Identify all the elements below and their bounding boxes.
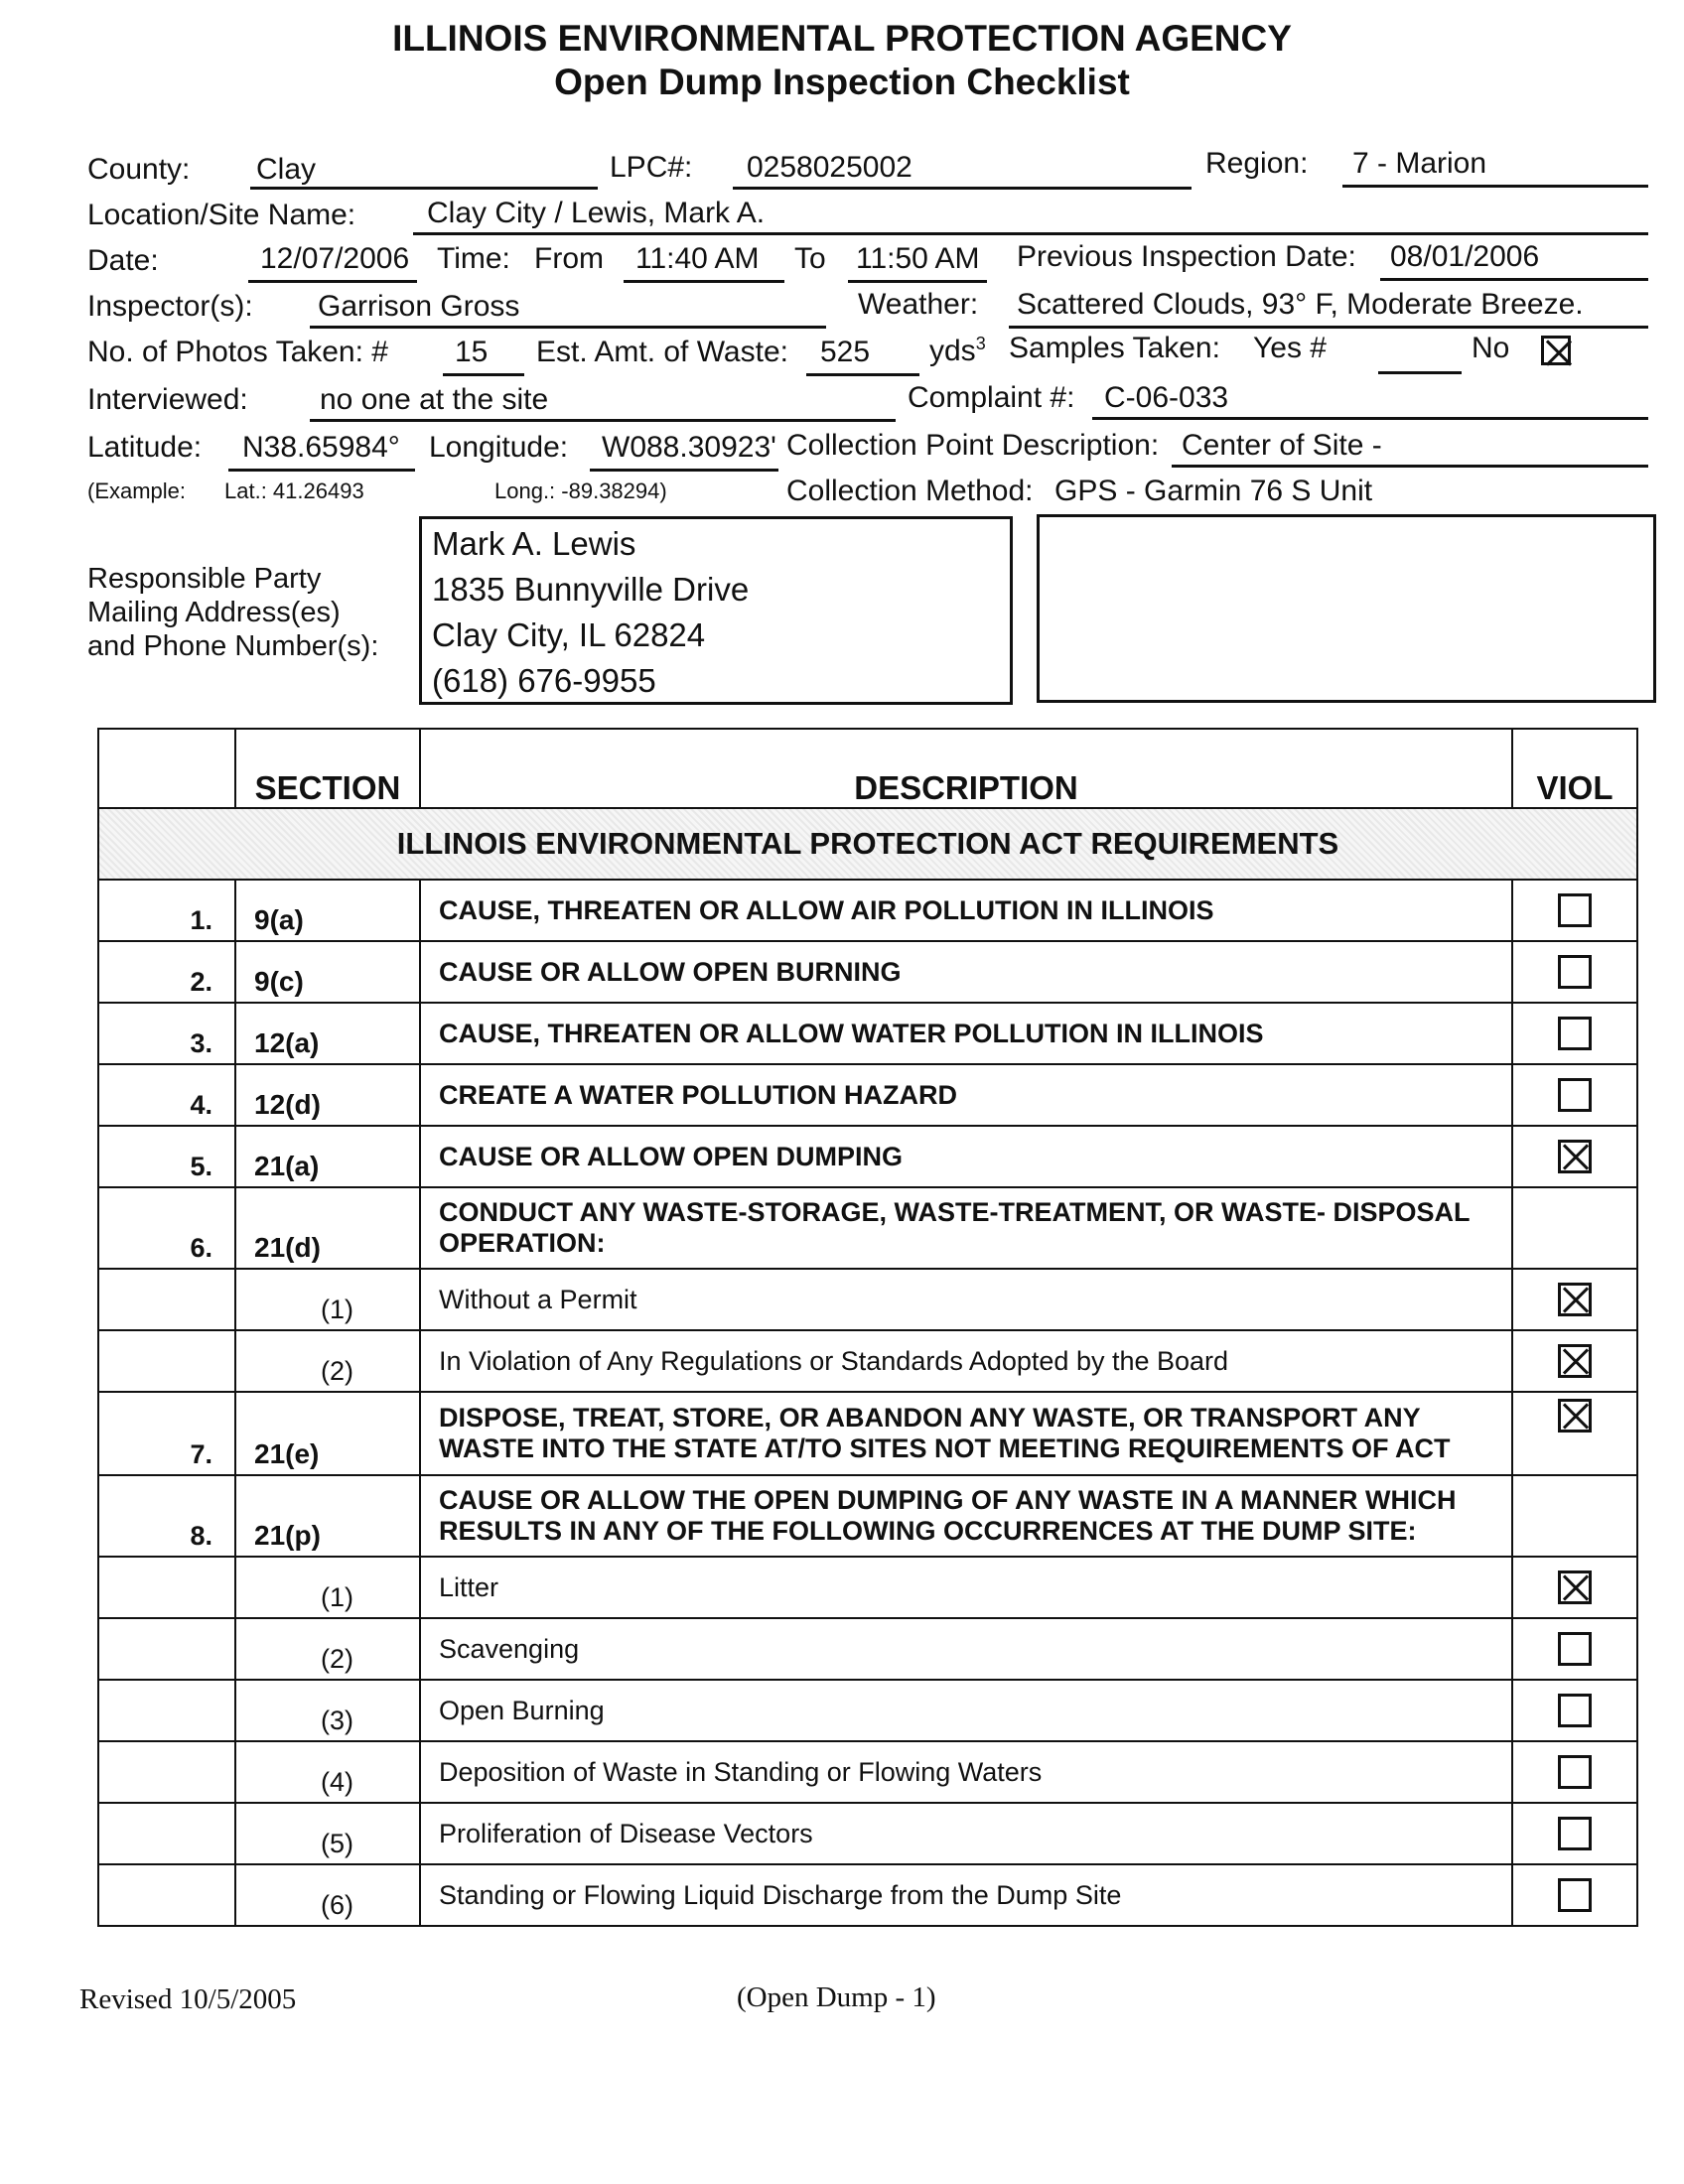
form-title: Open Dump Inspection Checklist [554,62,1130,102]
complaint-label: Complaint #: [908,381,1075,414]
samples-no-label: No [1472,332,1510,364]
responsible-party-address-box [419,516,1013,705]
complaint-value: C-06-033 [1104,381,1229,414]
page-label: (Open Dump - 1) [737,1981,936,2013]
row-number: 8. [98,1475,235,1557]
table-row [98,1064,1637,1126]
table-row [98,1557,1637,1618]
header-section: SECTION [235,729,420,808]
table-row [98,1269,1637,1330]
date-value: 12/07/2006 [260,242,410,275]
section-label: 21(d) [235,1187,420,1269]
table-row [98,880,1637,941]
section-label: 21(e) [235,1392,420,1475]
row-description: Standing or Flowing Liquid Discharge from the Dump Site [420,1864,1512,1926]
violation-cell [1512,1803,1637,1864]
row-number: 5. [98,1126,235,1187]
row-number: 2. [98,941,235,1003]
header-viol: VIOL [1512,729,1637,808]
example-longitude: Long.: -89.38294) [494,478,667,503]
violation-cell [1512,1126,1637,1187]
location-label: Location/Site Name: [87,199,356,231]
row-number [98,1680,235,1741]
waste-unit: yds$^3$ [929,334,986,367]
violation-cell [1512,1864,1637,1926]
section-label: 21(a) [235,1126,420,1187]
section-label: 21(p) [235,1475,420,1557]
inspector-value: Garrison Gross [318,290,520,323]
row-description: Litter [420,1557,1512,1618]
agency-title: ILLINOIS ENVIRONMENTAL PROTECTION AGENCY [392,18,1292,59]
address-line: Mark A. Lewis [432,525,636,562]
subsection-label: (5) [235,1803,420,1864]
violation-checkbox[interactable] [1558,1755,1592,1789]
example-latitude: Lat.: 41.26493 [224,478,364,503]
collection-point-value: Center of Site - [1182,429,1382,462]
violation-checkbox-checked[interactable] [1558,1399,1592,1433]
time-label: Time: [437,242,510,275]
photos-value: 15 [455,336,489,368]
inspector-label: Inspector(s): [87,290,253,323]
table-header [98,729,1637,808]
checked-box-icon [1541,336,1571,365]
row-number [98,1864,235,1926]
samples-yes-label: Yes # [1253,332,1327,364]
header-number [98,729,235,808]
row-number: 4. [98,1064,235,1126]
date-label: Date: [87,244,159,277]
violation-checkbox-checked[interactable] [1558,1140,1592,1173]
violation-cell [1512,941,1637,1003]
region-value: 7 - Marion [1352,147,1487,180]
header-description: DESCRIPTION [420,729,1512,808]
example-label: (Example: [87,478,187,503]
collection-point-label: Collection Point Description: [786,429,1160,462]
region-label: Region: [1205,147,1309,180]
row-number: 6. [98,1187,235,1269]
violation-checkbox[interactable] [1558,955,1592,989]
violation-checkbox-checked[interactable] [1558,1344,1592,1378]
violation-cell [1512,1475,1637,1557]
address-line: 1835 Bunnyville Drive [432,571,750,608]
county-value: Clay [256,153,317,186]
previous-inspection-label: Previous Inspection Date: [1017,240,1356,273]
violation-cell [1512,1392,1637,1475]
row-description: Without a Permit [420,1269,1512,1330]
row-number [98,1269,235,1330]
collection-method-label: Collection Method: [786,475,1034,507]
subsection-label: (2) [235,1618,420,1680]
violation-checkbox-checked[interactable] [1558,1570,1592,1604]
violation-cell [1512,1269,1637,1330]
table-row [98,941,1637,1003]
row-number: 7. [98,1392,235,1475]
violation-checkbox[interactable] [1558,1017,1592,1050]
waste-label: Est. Amt. of Waste: [536,336,788,368]
row-description: CONDUCT ANY WASTE-STORAGE, WASTE-TREATMENT, OR WASTE- DISPOSAL OPERATION: [420,1187,1512,1269]
row-number [98,1330,235,1392]
subsection-label: (1) [235,1269,420,1330]
violation-checkbox[interactable] [1558,1817,1592,1850]
latitude-label: Latitude: [87,431,203,464]
violation-cell [1512,1618,1637,1680]
row-description: CAUSE, THREATEN OR ALLOW AIR POLLUTION IN ILLINOIS [420,880,1512,941]
weather-label: Weather: [858,288,979,321]
waste-value: 525 [820,336,871,368]
table-row [98,1741,1637,1803]
row-description: Open Burning [420,1680,1512,1741]
section-label: 9(a) [235,880,420,941]
row-description: CAUSE OR ALLOW OPEN DUMPING [420,1126,1512,1187]
violation-checkbox-checked[interactable] [1558,1283,1592,1316]
address-line: (618) 676-9955 [432,662,656,699]
violation-cell [1512,1741,1637,1803]
county-label: County: [87,153,191,186]
subsection-label: (1) [235,1557,420,1618]
row-number: 3. [98,1003,235,1064]
subsection-label: (6) [235,1864,420,1926]
act-requirements-band [98,808,1637,880]
subsection-label: (2) [235,1330,420,1392]
location-value: Clay City / Lewis, Mark A. [427,197,766,229]
row-description: In Violation of Any Regulations or Standards Adopted by the Board [420,1330,1512,1392]
table-row [98,1618,1637,1680]
table-row [98,1330,1637,1392]
violation-checkbox[interactable] [1558,1632,1592,1666]
subsection-label: (4) [235,1741,420,1803]
lpc-value: 0258025002 [747,151,912,184]
section-label: 12(a) [235,1003,420,1064]
photos-label: No. of Photos Taken: # [87,336,388,368]
row-description: Deposition of Waste in Standing or Flowing Waters [420,1741,1512,1803]
table-row [98,1126,1637,1187]
violation-checkbox[interactable] [1558,893,1592,927]
time-to-label: To [794,242,826,275]
violation-checkbox[interactable] [1558,1878,1592,1912]
band-title: ILLINOIS ENVIRONMENTAL PROTECTION ACT REQUIREMENTS [98,808,1637,880]
violation-cell [1512,1330,1637,1392]
violation-checkbox[interactable] [1558,1694,1592,1727]
row-number [98,1557,235,1618]
collection-method-value: GPS - Garmin 76 S Unit [1054,475,1373,507]
violation-cell [1512,1003,1637,1064]
row-description: Scavenging [420,1618,1512,1680]
interviewed-value: no one at the site [320,383,549,416]
row-description: CAUSE OR ALLOW THE OPEN DUMPING OF ANY WASTE IN A MANNER WHICH RESULTS IN ANY OF THE FOLLOWING OCCURRENCES AT THE DUMP SITE: [420,1475,1512,1557]
responsible-party-label: Responsible Party Mailing Address(es) and Phone Number(s): [87,563,379,662]
row-number [98,1803,235,1864]
violation-cell [1512,880,1637,941]
time-from-value: 11:40 AM [635,242,760,275]
interviewed-label: Interviewed: [87,383,248,416]
row-description: DISPOSE, TREAT, STORE, OR ABANDON ANY WASTE, OR TRANSPORT ANY WASTE INTO THE STATE AT/TO SITES NOT MEETING REQUIREMENTS OF ACT [420,1392,1512,1475]
revised-date: Revised 10/5/2005 [79,1983,297,2015]
row-number [98,1741,235,1803]
section-label: 9(c) [235,941,420,1003]
requirements-table [97,728,1638,1927]
violation-checkbox[interactable] [1558,1078,1592,1112]
violation-cell [1512,1680,1637,1741]
row-number: 1. [98,880,235,941]
row-description: CREATE A WATER POLLUTION HAZARD [420,1064,1512,1126]
table-row [98,1475,1637,1557]
violation-cell [1512,1064,1637,1126]
subsection-label: (3) [235,1680,420,1741]
lpc-label: LPC#: [610,151,693,184]
address-line: Clay City, IL 62824 [432,616,706,653]
previous-inspection-value: 08/01/2006 [1390,240,1540,273]
longitude-value: W088.30923' [602,431,776,464]
section-label: 12(d) [235,1064,420,1126]
row-description: Proliferation of Disease Vectors [420,1803,1512,1864]
table-row [98,1680,1637,1741]
table-row [98,1392,1637,1475]
row-number [98,1618,235,1680]
time-from-label: From [534,242,604,275]
weather-value: Scattered Clouds, 93° F, Moderate Breeze. [1017,288,1584,321]
violation-cell [1512,1187,1637,1269]
additional-address-box [1037,514,1656,703]
violation-cell [1512,1557,1637,1618]
table-row [98,1864,1637,1926]
samples-no-checkbox[interactable] [1541,336,1571,365]
longitude-label: Longitude: [429,431,569,464]
table-row [98,1003,1637,1064]
row-description: CAUSE OR ALLOW OPEN BURNING [420,941,1512,1003]
table-row [98,1803,1637,1864]
row-description: CAUSE, THREATEN OR ALLOW WATER POLLUTION IN ILLINOIS [420,1003,1512,1064]
latitude-value: N38.65984° [242,431,400,464]
time-to-value: 11:50 AM [856,242,980,275]
samples-label: Samples Taken: [1009,332,1220,364]
table-row [98,1187,1637,1269]
